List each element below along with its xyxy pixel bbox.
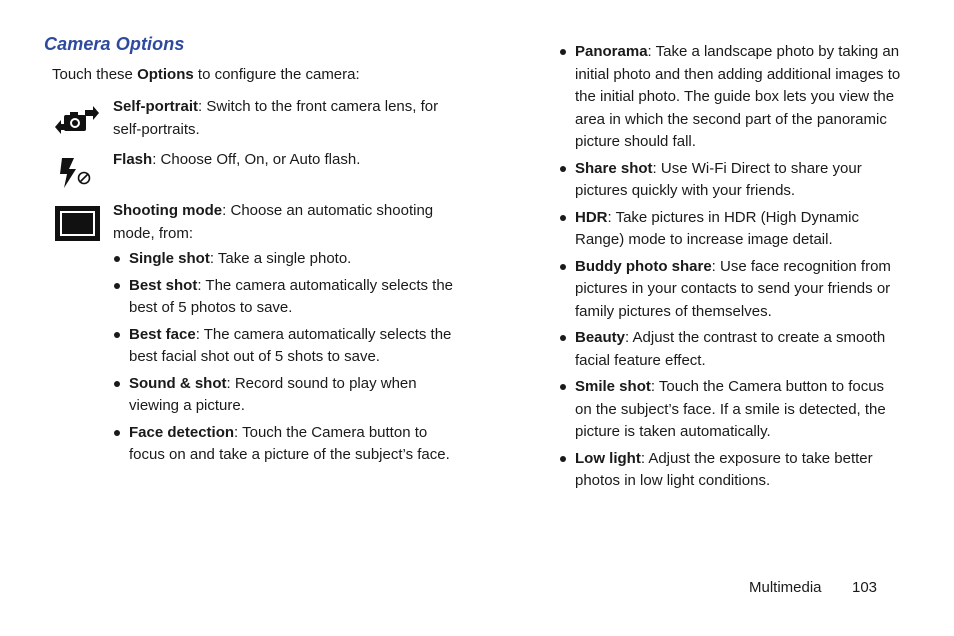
item-desc: : Take a single photo. <box>209 250 352 267</box>
item-term: HDR <box>575 208 608 226</box>
item-desc: : Adjust the exposure to take better photos in low light conditions. <box>575 449 873 489</box>
intro-post: to configure the camera: <box>193 66 360 83</box>
option-desc: : Choose Off, On, or Auto flash. <box>152 151 361 168</box>
item-desc: : Adjust the contrast to create a smooth facial feature effect. <box>575 329 886 369</box>
intro-pre: Touch these <box>52 66 138 83</box>
list-item <box>559 207 904 252</box>
item-term: Sound & shot <box>129 374 227 392</box>
item-desc: : Use Wi-Fi Direct to share your pictures quickly with your friends. <box>575 159 862 199</box>
list-item <box>113 324 463 369</box>
list-item <box>559 376 904 444</box>
list-item <box>559 448 904 493</box>
more-shooting-modes-list <box>559 41 904 497</box>
list-item <box>559 41 904 154</box>
page-number: 103 <box>852 579 878 596</box>
item-term: Face detection <box>129 423 235 441</box>
item-desc: : Record sound to play when viewing a picture. <box>129 374 417 414</box>
item-desc: : The camera automatically selects the best of 5 photos to save. <box>129 276 454 316</box>
item-desc: : The camera automatically selects the best facial shot out of 5 shots to save. <box>129 325 452 365</box>
item-term: Panorama <box>575 43 648 60</box>
shooting-mode-icon <box>55 206 100 241</box>
item-term: Smile shot <box>575 378 651 395</box>
option-term: Shooting mode <box>113 202 223 219</box>
intro-text <box>52 64 360 86</box>
option-term: Self-portrait <box>113 98 199 115</box>
item-term: Best face <box>129 325 196 343</box>
list-item <box>113 248 463 271</box>
option-desc: : Choose an automatic shooting mode, from: <box>113 202 434 242</box>
list-item <box>559 256 904 324</box>
item-desc: : Take a landscape photo by taking an initial photo and then adding additional images to the initial photo. The guide box lets you view the area in which the second part of the panoramic picture should fall. <box>575 43 901 150</box>
item-desc: : Use face recognition from pictures in your contacts to send your friends or family pictures of themselves. <box>575 257 891 320</box>
list-item <box>113 373 463 418</box>
list-item <box>113 422 463 467</box>
shooting-mode-list <box>113 248 463 471</box>
item-term: Single shot <box>129 250 210 267</box>
option-term: Flash <box>113 151 153 168</box>
list-item <box>113 275 463 320</box>
item-desc: : Take pictures in HDR (High Dynamic Range) mode to increase image detail. <box>575 208 859 248</box>
flash-off-icon <box>56 156 92 190</box>
option-flash <box>113 149 458 172</box>
footer-section-name: Multimedia <box>749 579 822 596</box>
item-term: Beauty <box>575 329 626 346</box>
option-desc: : Switch to the front camera lens, for self-portraits. <box>113 98 439 138</box>
list-item <box>559 158 904 203</box>
section-heading: Camera Options <box>44 34 185 54</box>
item-term: Low light <box>575 449 641 467</box>
self-portrait-camera-icon <box>55 104 99 136</box>
list-item <box>559 327 904 372</box>
option-shooting-mode <box>113 200 458 245</box>
option-self-portrait <box>113 96 458 141</box>
item-term: Buddy photo share <box>575 257 712 275</box>
item-desc: : Touch the Camera button to focus on and take a picture of the subject’s face. <box>129 423 450 463</box>
item-term: Best shot <box>129 276 198 294</box>
item-term: Share shot <box>575 159 653 177</box>
item-desc: : Touch the Camera button to focus on the subject’s face. If a smile is detected, the picture is taken automatically. <box>575 378 886 440</box>
intro-bold: Options <box>137 66 194 83</box>
